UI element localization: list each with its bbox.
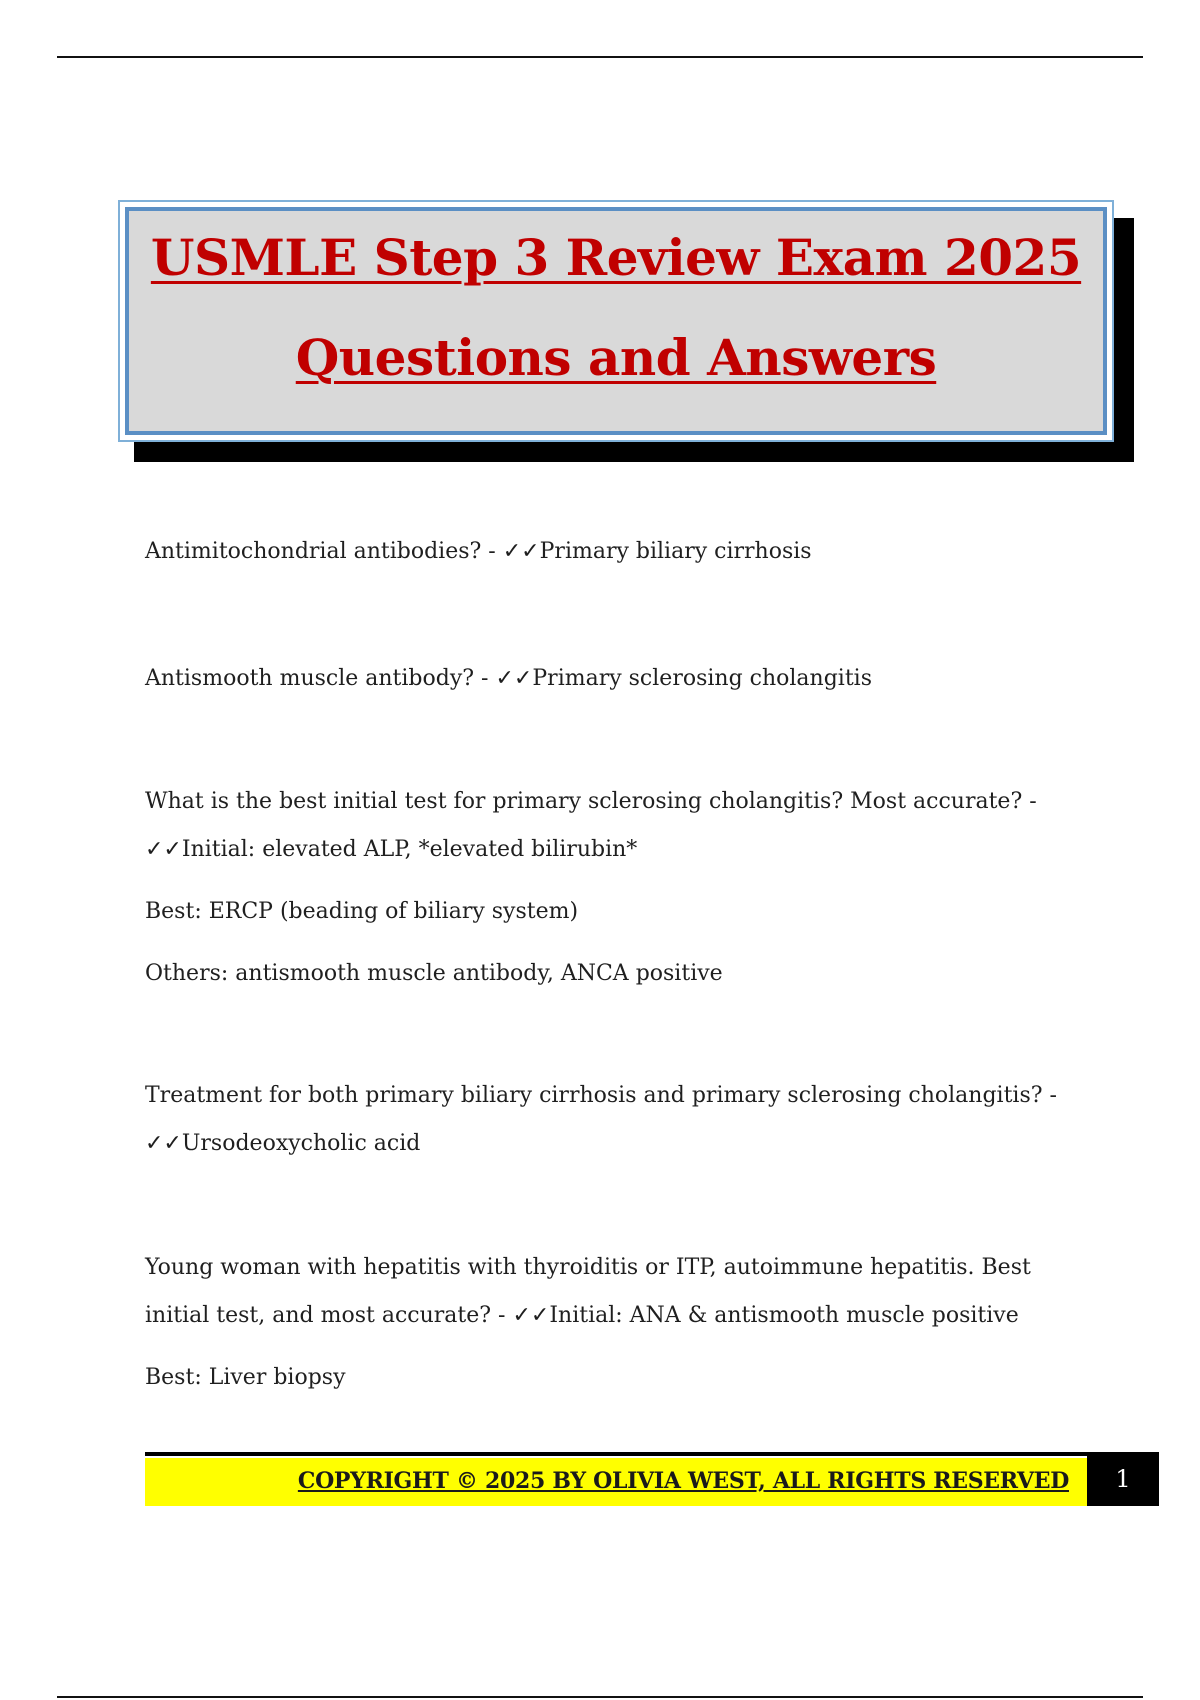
qa-answer: Primary biliary cirrhosis bbox=[539, 539, 812, 564]
qa-question: Antimitochondrial antibodies? - bbox=[145, 539, 503, 564]
document-title-line2: Questions and Answers bbox=[295, 328, 937, 387]
qa-answer: Initial: ANA & antismooth muscle positive bbox=[549, 1303, 1019, 1328]
checkmark-icon: ✓✓ bbox=[502, 539, 540, 564]
title-banner bbox=[118, 200, 1114, 442]
qa-question: What is the best initial test for primary sclerosing cholangitis? Most accurate? - bbox=[145, 789, 1037, 814]
checkmark-icon: ✓✓ bbox=[145, 837, 182, 862]
qa-item bbox=[145, 778, 1085, 998]
footer-rule bbox=[145, 1452, 1087, 1456]
checkmark-icon: ✓✓ bbox=[495, 666, 533, 691]
qa-item bbox=[145, 528, 1085, 576]
qa-answer: Primary sclerosing cholangitis bbox=[532, 666, 872, 691]
page-number: 1 bbox=[1087, 1452, 1159, 1506]
qa-extra-line: Others: antismooth muscle antibody, ANCA positive bbox=[145, 961, 723, 986]
top-rule bbox=[57, 56, 1143, 58]
qa-question-line bbox=[145, 528, 1085, 576]
footer-bar bbox=[145, 1458, 1087, 1506]
qa-question: Treatment for both primary biliary cirrhosis and primary sclerosing cholangitis? - bbox=[145, 1083, 1057, 1108]
qa-answer: Ursodeoxycholic acid bbox=[181, 1131, 421, 1156]
qa-answer: Initial: elevated ALP, *elevated bilirubin* bbox=[181, 837, 638, 862]
checkmark-icon: ✓✓ bbox=[512, 1303, 550, 1328]
qa-item bbox=[145, 1244, 1085, 1402]
qa-extra-line: Best: ERCP (beading of biliary system) bbox=[145, 899, 579, 924]
document-title-line1: USMLE Step 3 Review Exam 2025 bbox=[150, 228, 1082, 287]
qa-item bbox=[145, 1072, 1085, 1168]
qa-question-line bbox=[145, 1244, 1085, 1340]
qa-item bbox=[145, 655, 1085, 703]
qa-question-line bbox=[145, 655, 1085, 703]
bottom-rule bbox=[57, 1696, 1143, 1698]
qa-question-line bbox=[145, 1072, 1085, 1168]
checkmark-icon: ✓✓ bbox=[145, 1131, 182, 1156]
copyright-notice: COPYRIGHT © 2025 BY OLIVIA WEST, ALL RIGHTS RESERVED bbox=[297, 1468, 1069, 1494]
qa-question: Antismooth muscle antibody? - bbox=[145, 666, 496, 691]
qa-question: Young woman with hepatitis with thyroiditis or ITP, autoimmune hepatitis. Best initial test, and most accurate? - bbox=[145, 1255, 1031, 1328]
qa-extra-line: Best: Liver biopsy bbox=[145, 1365, 346, 1390]
qa-question-line bbox=[145, 778, 1085, 874]
